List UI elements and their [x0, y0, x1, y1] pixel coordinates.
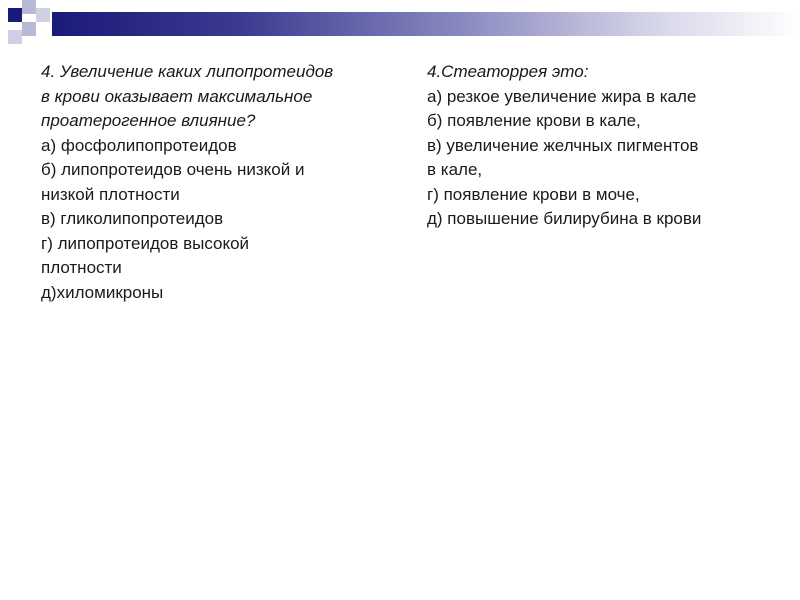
left-question-block — [41, 60, 401, 305]
question-text: в крови оказывает максимальное — [41, 86, 313, 106]
header-square-light — [22, 0, 36, 14]
header-gradient-band — [52, 12, 800, 36]
header-square-light — [36, 8, 50, 22]
answer-option: а) фосфолипопротеидов — [41, 135, 237, 155]
answer-option: г) липопротеидов высокой — [41, 233, 250, 253]
answer-option: низкой плотности — [41, 184, 180, 204]
answer-option: в) увеличение желчных пигментов — [427, 135, 699, 155]
slide-header-decoration — [0, 0, 800, 50]
header-square-light — [22, 22, 36, 36]
answer-option: а) резкое увеличение жира в кале — [427, 86, 697, 106]
answer-option: д) повышение билирубина в крови — [427, 209, 702, 228]
answer-option: в кале, — [427, 160, 483, 179]
answer-option: в) гликолипопротеидов — [41, 209, 224, 228]
question-text: 4. Увеличение каких липопротеидов — [41, 62, 334, 81]
answer-option: б) появление крови в кале, — [427, 111, 641, 130]
answer-option: г) появление крови в моче, — [427, 184, 640, 204]
header-square-light — [8, 30, 22, 44]
question-text: 4.Стеаторрея это: — [427, 62, 589, 81]
answer-option: б) липопротеидов очень низкой и — [41, 160, 305, 179]
header-square-dark — [8, 8, 22, 22]
right-question-block — [427, 60, 787, 232]
answer-option: д)хиломикроны — [41, 282, 164, 302]
answer-option: плотности — [41, 258, 122, 277]
question-text: проатерогенное влияние? — [41, 111, 256, 130]
